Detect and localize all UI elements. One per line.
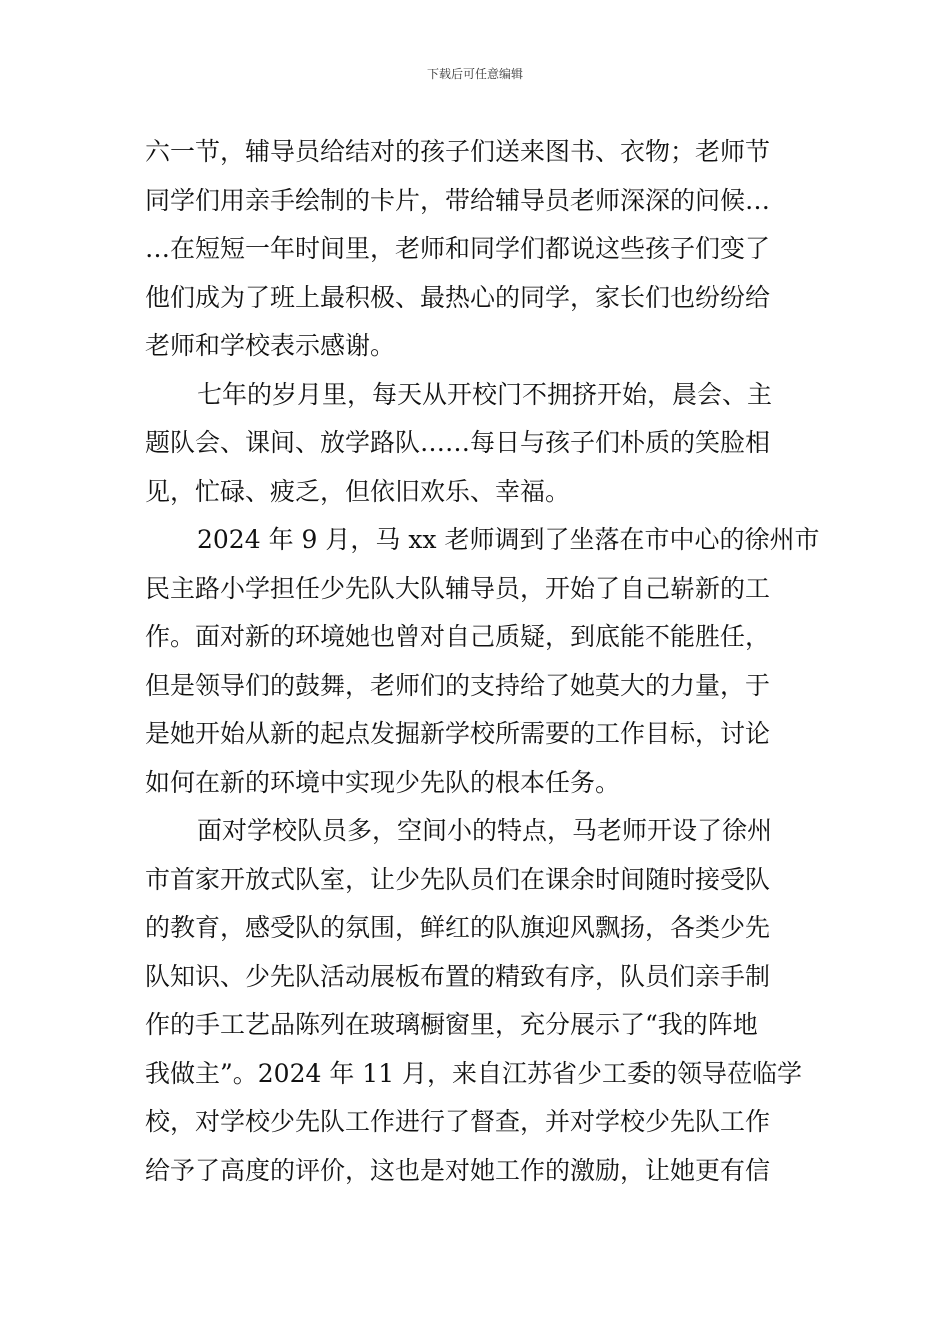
text-line: 他们成为了班上最积极、最热心的同学，家长们也纷纷给 xyxy=(145,282,771,312)
text-line: 同学们用亲手绘制的卡片，带给辅导员老师深深的问候… xyxy=(145,185,771,215)
page-header: 下载后可任意编辑 xyxy=(426,67,523,81)
text-line: 市首家开放式队室，让少先队员们在课余时间随时接受队 xyxy=(145,864,771,894)
text-line: 题队会、课间、放学路队……每日与孩子们朴质的笑脸相 xyxy=(145,428,771,457)
text-line: 老师和学校表示感谢。 xyxy=(145,331,396,360)
text-line: …在短短一年时间里，老师和同学们都说这些孩子们变了 xyxy=(145,234,771,263)
paragraph-first-line: 2024 年 9 月，马 xx 老师调到了坐落在市中心的徐州市 xyxy=(197,525,820,554)
text-line: 见，忙碌、疲乏，但依旧欢乐、幸福。 xyxy=(145,476,571,506)
text-line: 民主路小学担任少先队大队辅导员，开始了自己崭新的工 xyxy=(145,573,771,603)
document-body xyxy=(145,128,820,1195)
text-line: 队知识、少先队活动展板布置的精致有序，队员们亲手制 xyxy=(145,961,771,991)
text-line: 如何在新的环境中实现少先队的根本任务。 xyxy=(145,767,621,797)
text-line: 但是领导们的鼓舞，老师们的支持给了她莫大的力量，于 xyxy=(145,670,771,700)
text-line: 六一节，辅导员给结对的孩子们送来图书、衣物；老师节 xyxy=(145,137,771,166)
text-line: 的教育，感受队的氛围，鲜红的队旗迎风飘扬，各类少先 xyxy=(145,913,771,942)
text-line: 作。面对新的环境她也曾对自己质疑，到底能不能胜任， xyxy=(145,622,771,651)
paragraph-first-line: 面对学校队员多，空间小的特点，马老师开设了徐州 xyxy=(197,816,773,845)
text-line: 是她开始从新的起点发掘新学校所需要的工作目标，讨论 xyxy=(145,719,771,748)
text-line: 我做主”。2024 年 11 月，来自江苏省少工委的领导莅临学 xyxy=(145,1058,803,1088)
text-line: 作的手工艺品陈列在玻璃橱窗里，充分展示了“我的阵地 xyxy=(145,1010,758,1039)
paragraph-first-line: 七年的岁月里，每天从开校门不拥挤开始，晨会、主 xyxy=(197,379,773,409)
text-line: 校，对学校少先队工作进行了督查，并对学校少先队工作 xyxy=(145,1107,771,1136)
text-line: 给予了高度的评价，这也是对她工作的激励，让她更有信 xyxy=(145,1155,771,1185)
